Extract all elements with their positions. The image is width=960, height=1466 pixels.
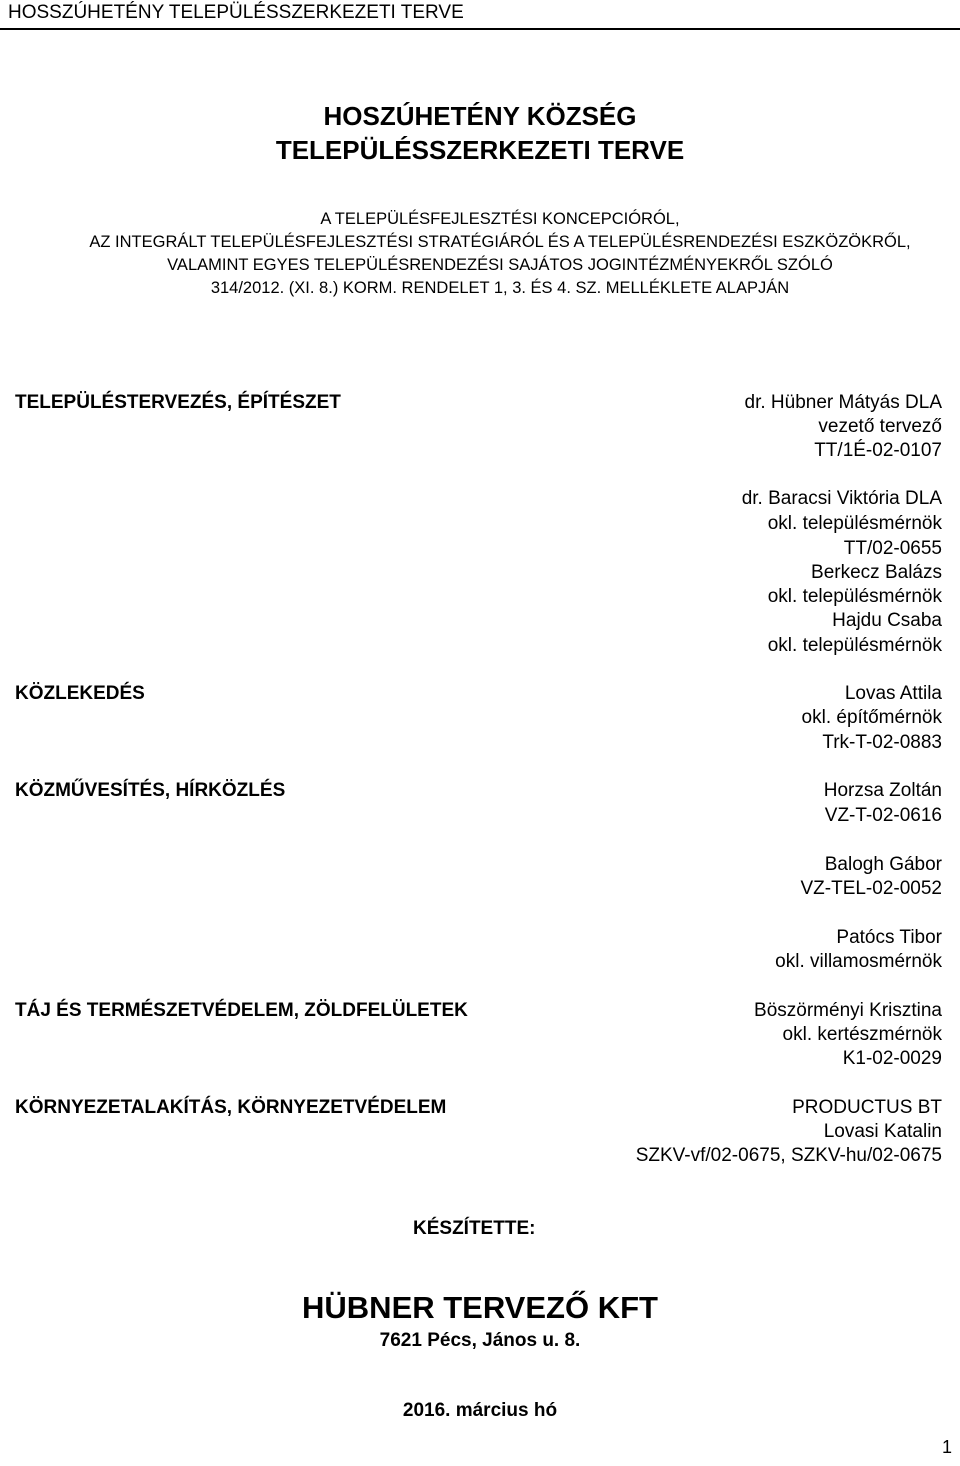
prepared-by-label: KÉSZÍTETTE: [413, 1218, 536, 1239]
person-license: Trk-T-02-0883 [822, 732, 942, 753]
person-license: SZKV-vf/02-0675, SZKV-hu/02-0675 [635, 1145, 942, 1166]
category-urban-planning: TELEPÜLÉSTERVEZÉS, ÉPÍTÉSZET [15, 392, 341, 413]
document-date: 2016. március hó [402, 1400, 558, 1421]
document-title-line-2: TELEPÜLÉSSZERKEZETI TERVE [275, 135, 685, 165]
person-license: VZ-T-02-0616 [824, 805, 942, 826]
person-name: Böszörményi Krisztina [754, 1000, 942, 1021]
person-license: K1-02-0029 [842, 1048, 942, 1069]
category-landscape: TÁJ ÉS TERMÉSZETVÉDELEM, ZÖLDFELÜLETEK [15, 1000, 468, 1021]
company-name: PRODUCTUS BT [792, 1097, 942, 1118]
person-title: okl. településmérnök [767, 635, 942, 656]
person-name: dr. Baracsi Viktória DLA [741, 488, 942, 509]
page-number: 1 [941, 1437, 952, 1457]
person-name: dr. Hübner Mátyás DLA [744, 392, 942, 413]
person-name: Lovasi Katalin [823, 1121, 942, 1142]
person-title: okl. településmérnök [767, 586, 942, 607]
person-name: Patócs Tibor [836, 927, 942, 948]
subtitle-line-4: 314/2012. (XI. 8.) KORM. RENDELET 1, 3. ÉS 4. SZ. MELLÉKLETE ALAPJÁN [210, 279, 790, 297]
person-license: TT/1É-02-0107 [814, 440, 942, 461]
document-title-line-1: HOSZÚHETÉNY KÖZSÉG [323, 101, 637, 131]
person-title: vezető tervező [818, 416, 942, 437]
person-license: VZ-TEL-02-0052 [800, 878, 942, 899]
person-title: okl. kertészmérnök [782, 1024, 942, 1045]
person-name: Horzsa Zoltán [823, 780, 942, 801]
header-divider [0, 28, 960, 30]
person-name: Berkecz Balázs [811, 562, 942, 583]
running-header: HOSSZÚHETÉNY TELEPÜLÉSSZERKEZETI TERVE [8, 2, 464, 23]
category-utilities: KÖZMŰVESÍTÉS, HÍRKÖZLÉS [15, 780, 286, 801]
person-name: Balogh Gábor [824, 854, 942, 875]
person-title: okl. villamosmérnök [775, 951, 942, 972]
person-license: TT/02-0655 [843, 538, 942, 559]
subtitle-line-1: A TELEPÜLÉSFEJLESZTÉSI KONCEPCIÓRÓL, [320, 210, 680, 228]
person-title: okl. építőmérnök [801, 707, 942, 728]
person-name: Lovas Attila [844, 683, 942, 704]
person-title: okl. településmérnök [767, 513, 942, 534]
company-address: 7621 Pécs, János u. 8. [379, 1330, 581, 1351]
category-environment: KÖRNYEZETALAKÍTÁS, KÖRNYEZETVÉDELEM [15, 1097, 447, 1118]
person-name: Hajdu Csaba [832, 610, 942, 631]
subtitle-line-3: VALAMINT EGYES TELEPÜLÉSRENDEZÉSI SAJÁTOS JOGINTÉZMÉNYEKRŐL SZÓLÓ [167, 256, 833, 274]
company-title: HÜBNER TERVEZŐ KFT [302, 1290, 658, 1325]
category-transport: KÖZLEKEDÉS [15, 683, 145, 704]
subtitle-line-2: AZ INTEGRÁLT TELEPÜLÉSFEJLESZTÉSI STRATÉGIÁRÓL ÉS A TELEPÜLÉSRENDEZÉSI ESZKÖZÖKRŐL, [89, 233, 911, 251]
